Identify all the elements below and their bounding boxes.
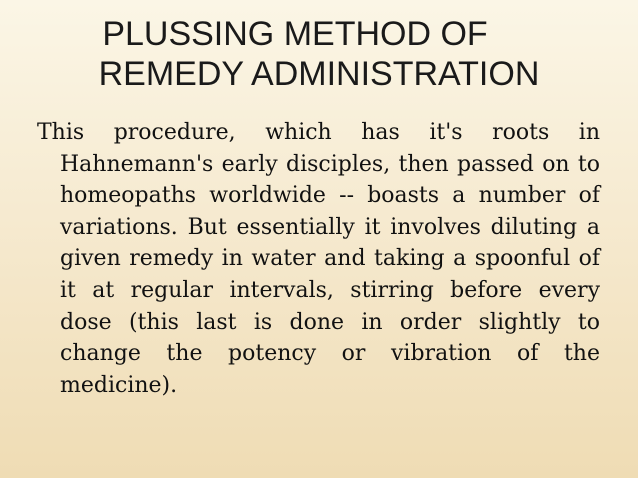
title-line-2: REMEDY ADMINISTRATION [98, 55, 540, 93]
title-line-1: PLUSSING METHOD OF [102, 15, 488, 53]
slide-title [0, 14, 638, 94]
body-paragraph: This procedure, which has it's roots in Hahnemann's early disciples, then passed on to homeopaths worldwide -- boasts a number of variations. But essentially it involves diluting a given remedy in water and taking a spoonful of it at regular intervals, stirring before every dose (this last is done in order slightly to change the potency or vibration of the medicine). [37, 120, 600, 398]
